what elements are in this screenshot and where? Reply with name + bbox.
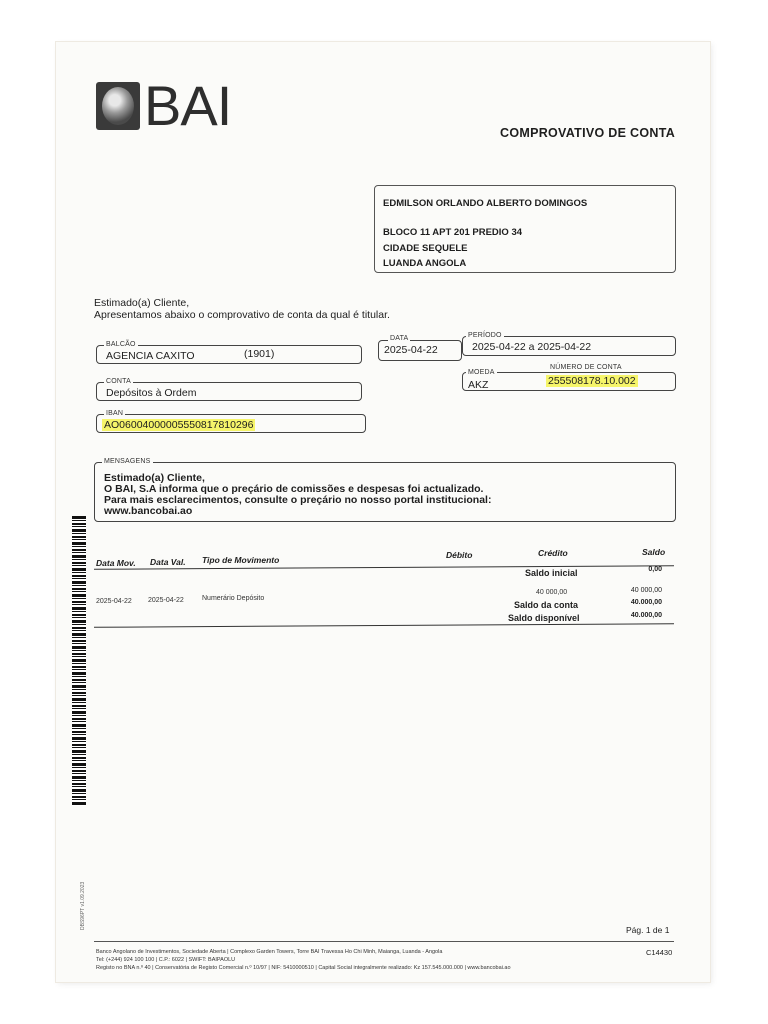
- messages-label: MENSAGENS: [104, 458, 151, 465]
- saldo-disponivel-label: Saldo disponível: [508, 613, 580, 623]
- data-label: DATA: [390, 335, 409, 342]
- footer-line-1: Banco Angolano de Investimentos, Sociedade Aberta | Complexo Garden Towers, Torre BAI Travessa Ho Chi Minh, Maianga, Luanda - Angola: [96, 949, 443, 955]
- vertical-form-code: DBS96PT v1.09.2023: [80, 881, 86, 930]
- globe-icon: [96, 82, 140, 130]
- header-saldo: Saldo: [642, 547, 666, 557]
- customer-name: EDMILSON ORLANDO ALBERTO DOMINGOS: [383, 198, 588, 209]
- saldo-conta-value: 40.000,00: [630, 599, 662, 606]
- saldo-conta-label: Saldo da conta: [514, 600, 579, 610]
- footer-line-2: Tel: (+244) 924 100 100 | C.P.: 6022 | SWIFT: BAIPAOLU: [96, 957, 236, 963]
- header-tipo: Tipo de Movimento: [202, 555, 280, 565]
- address-box: [374, 185, 676, 273]
- header-debito: Débito: [446, 550, 473, 560]
- row-tipo: Numerário Depósito: [202, 595, 265, 602]
- numero-conta-label: NÚMERO DE CONTA: [550, 364, 622, 371]
- message-line-3: Para mais esclarecimentos, consulte o preçário no nosso portal institucional:: [104, 494, 492, 506]
- footer-line-3: Registo no BNA n.º 40 | Conservatória de Registo Comercial n.º 10/97 | NIF: 5410000510 | Capital Social integralmente realizado: Kz 157.545.000.000 | www.bancobai.ao: [96, 965, 511, 971]
- saldo-inicial-label: Saldo inicial: [525, 568, 578, 578]
- header-data-val: Data Val.: [150, 557, 186, 567]
- footer-rule: [94, 941, 674, 942]
- row-data-mov: 2025-04-22: [96, 598, 132, 605]
- periodo-value: 2025-04-22 a 2025-04-22: [472, 341, 592, 353]
- logo-text: BAI: [144, 74, 232, 137]
- conta-label: CONTA: [106, 378, 131, 385]
- balcao-label: BALCÃO: [106, 341, 136, 348]
- message-line-4: www.bancobai.ao: [104, 505, 193, 517]
- data-value: 2025-04-22: [384, 344, 438, 356]
- header-data-mov: Data Mov.: [96, 558, 136, 568]
- bank-logo: [96, 74, 232, 137]
- conta-value: Depósitos à Ordem: [106, 387, 197, 399]
- message-line-2: O BAI, S.A informa que o preçário de comissões e despesas foi actualizado.: [104, 483, 484, 495]
- iban-value: AO06004000005550817810296: [104, 419, 254, 431]
- balcao-value: AGENCIA CAXITO: [106, 350, 195, 362]
- messages-text: [104, 473, 491, 517]
- periodo-label: PERÍODO: [468, 332, 502, 339]
- header-credito: Crédito: [538, 548, 568, 558]
- row-credito: 40 000,00: [536, 589, 568, 596]
- moeda-label: MOEDA: [468, 369, 495, 376]
- side-barcode: [72, 516, 86, 806]
- greeting-line-1: Estimado(a) Cliente,: [94, 297, 190, 309]
- page-number: Pág. 1 de 1: [626, 925, 670, 935]
- row-saldo: 40 000,00: [630, 587, 662, 594]
- address-line-3: LUANDA ANGOLA: [383, 258, 467, 269]
- balcao-code: (1901): [244, 348, 275, 360]
- numero-conta-value: 255508178.10.002: [548, 375, 636, 387]
- address-line-1: BLOCO 11 APT 201 PREDIO 34: [383, 227, 523, 238]
- greeting-line-2: Apresentamos abaixo o comprovativo de conta da qual é titular.: [94, 309, 390, 321]
- saldo-inicial-value: 0,00: [648, 566, 662, 573]
- saldo-disponivel-value: 40.000,00: [630, 612, 662, 619]
- moeda-value: AKZ: [468, 379, 489, 391]
- message-line-1: Estimado(a) Cliente,: [104, 472, 205, 484]
- row-data-val: 2025-04-22: [148, 597, 184, 604]
- document-code: C14430: [646, 948, 673, 957]
- document-title: COMPROVATIVO DE CONTA: [500, 126, 676, 140]
- iban-label: IBAN: [106, 410, 124, 417]
- greeting: [94, 297, 390, 321]
- address-line-2: CIDADE SEQUELE: [383, 243, 468, 254]
